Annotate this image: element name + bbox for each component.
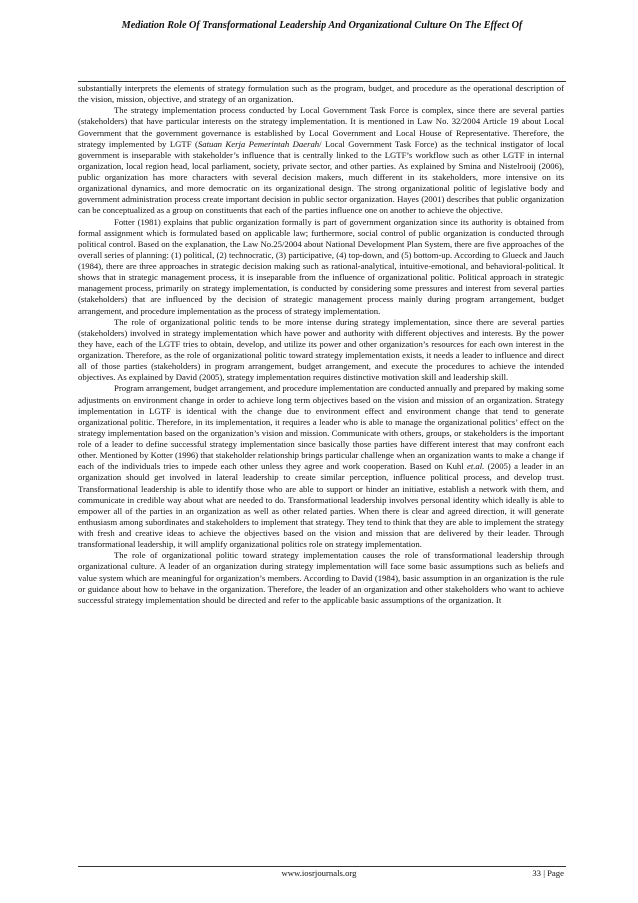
- paragraph-4: [78, 317, 564, 384]
- paragraph-4-text: The role of organizational politic tends to be more intense during strategy implementation, since there are several parties (stakeholders) involved in strategy implementation which have power and authority with different objectives and interests. By the power they have, each of the LGTF tries to obtain, develop, and utilize its power and other organization’s resources for each own interest in the organization. Therefore, as the role of organizational politic toward strategy implementation exists, it needs a leader to influence and direct all of those parties (stakeholders) in program arrangement, budget arrangement, and execute the procedures to achieve the intended objectives. As explained by David (2005), strategy implementation requires distinctive motivation skill and leadership skill.: [78, 316, 564, 383]
- paragraph-1: [78, 83, 564, 105]
- paragraph-3: [78, 217, 564, 317]
- paragraph-3-text: Fotter (1981) explains that public organization formally is part of government organization since its authority is obtained from formal assignment which is formulated based on applicable law; furthermore, social control of public organization is conducted through political control. Based on the explanation, the Law No.25/2004 about National Development Plan System, there are five approaches of the overall series of planning: (1) political, (2) technocratic, (3) participative, (4) top-down, and (5) bottom-up. According to Glueck and Jauch (1984), there are three approaches in strategic decision making such as rational-analytical, intuitive-emotional, and behavioral-political. It shows that in strategic management process, it is inseparable from the influence of organizational politic. Political approach in strategic management process, primarily on strategy implementation, is conducted by considering some pressures and interest from several parties (stakeholders) that are influenced by the decision of strategic management process mainly during program arrangement, budget arrangement, and procedure implementation as the process of strategy implementation.: [78, 216, 564, 316]
- paragraph-5-text-b: (2005) a leader in an organization should get involved in lateral leadership to create similar perception, influence political process, and develop trust. Transformational leadership is able to identify those who are able to support or hinder an initiative, establish a network with them, and communicate in credible way about what are needed to do. Transformational leadership involves personal identity which ideally is able to empower all of the parties in an organization as well as other related parties. When there is clear and agreed direction, it will generate enthusiasm among subordinates and stakeholders to implement that strategy. They tend to think that they are able to implement the strategy with fresh and creative ideas to achieve the objectives based on the vision and mission that are delivered by their leader. Through transformational leadership, it will amplify organizational politics role on strategy implementation.: [78, 461, 564, 550]
- running-header: Mediation Role Of Transformational Leadership And Organizational Culture On The Effect Of: [121, 20, 523, 31]
- paragraph-5-text-a: Program arrangement, budget arrangement, and procedure implementation are conducted annually and prepared by making some adjustments on environment change in order to achieve long term objectives based on the vision and mission of an organization. Strategy implementation in LGTF is identical with the change due to environment effect and environment change that tend to generate organizational politic. Therefore, in its implementation, it requires a leader who is able to manage the organizational politics’ effect on the strategy implementation based on the organization’s vision and mission. Communicate with others, groups, or stakeholders is the important role of a leader to define successful strategy implementation since basically those parties have different interest that may confront each other. Mentioned by Kotter (1996) that stakeholder relationship brings particular challenge when an organization wants to make a change if each of the individuals tries to impede each other unless they agree and work cooperation. Based on Kuhl: [78, 383, 564, 472]
- paragraph-5: [78, 383, 564, 550]
- paragraph-2-italic-term: Satuan Kerja Pemerintah Daerah: [197, 138, 320, 149]
- journal-url: www.iosrjournals.org: [281, 868, 357, 878]
- footer-divider: [78, 866, 566, 867]
- page-number: 33 | Page: [532, 868, 564, 878]
- paragraph-2-text-a: The strategy implementation process conducted by Local Government Task Force is complex, since there are several parties (stakeholders) that have particular interests on the strategy implementation. It is mentioned in Law No. 32/2004 Article 19 about Local Government that the government governance is established by Local Government and Local House of Representative. Therefore, the strategy implemented by LGTF (: [78, 105, 564, 149]
- paragraph-5-italic-etal: et.al.: [466, 461, 485, 472]
- paragraph-6: [78, 550, 564, 606]
- paragraph-2-text-b: / Local Government Task Force) as the technical instigator of local government is inseparable with stakeholder’s influence that is centrally linked to the LGTF’s workflow such as other LGTF in internal organization, local region head, local parliament, society, private sector, and other parties. As explained by Smina and Nistelrooij (2006), public organization has more characters with several decision makers, much different in its stakeholders, more intensive on its organizational dynamics, and more democratic on its organizational design. The strong organizational politic of legislative body and government administration process create important decision in public sector organization. Hayes (2001) describes that public organization can be conceptualized as a group on constituents that each of the parties influence one on another to achieve the objective.: [78, 138, 564, 216]
- article-body: [78, 83, 564, 606]
- header-divider: [78, 81, 566, 82]
- paragraph-1-text: substantially interprets the elements of strategy formulation such as the program, budget, and procedure as the operational description of the vision, mission, objective, and strategy of an organization.: [78, 83, 564, 105]
- paragraph-6-text: The role of organizational politic toward strategy implementation causes the role of transformational leadership through organizational culture. A leader of an organization during strategy implementation will face some basic assumptions such as beliefs and value system which are meaningful for organization’s members. According to David (1984), basic assumption in an organization is the rule or guidance about how to behave in the organization. Therefore, the leader of an organization and other stakeholders who want to achieve successful strategy implementation should be directed and refer to the applicable basic assumptions of the organization. It: [78, 550, 564, 605]
- paragraph-2: [78, 105, 564, 216]
